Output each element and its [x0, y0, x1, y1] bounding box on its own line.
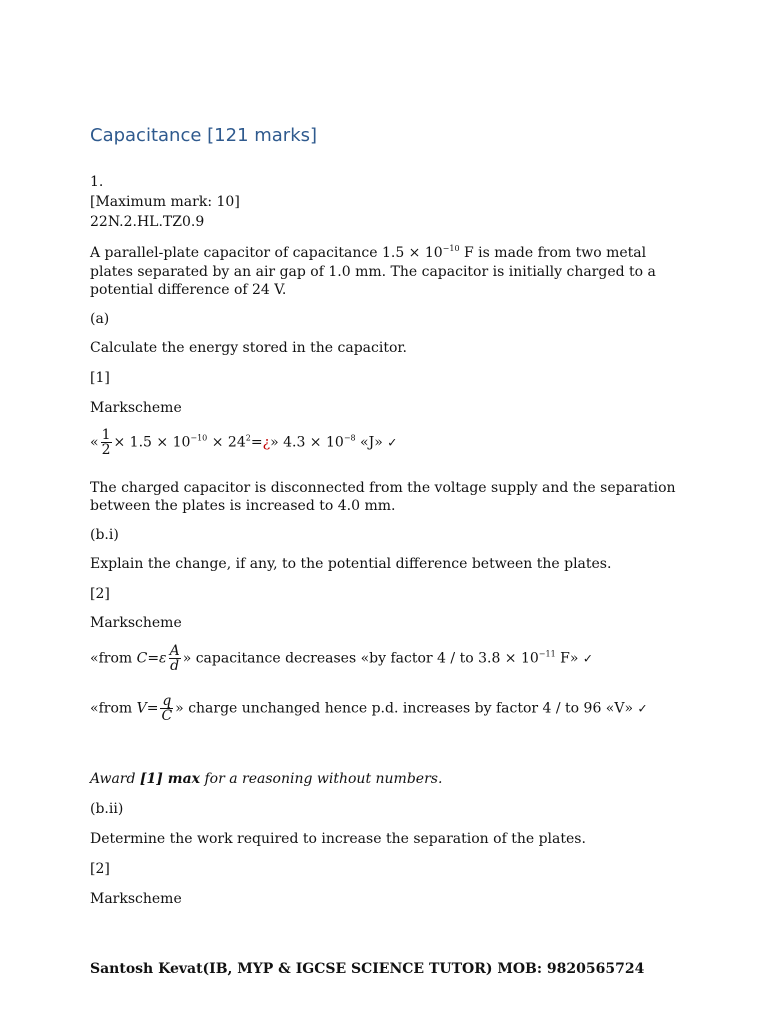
ms2-post: » charge unchanged hence p.d. increases by factor 4 / to 96 «V»	[175, 700, 638, 717]
equals-sign: =	[250, 434, 263, 451]
part-a-prompt: Calculate the energy stored in the capacitor.	[90, 340, 407, 356]
fraction-q-over-c	[160, 694, 173, 723]
ms-text-3: » 4.3 × 10	[270, 434, 344, 451]
symbol-epsilon: ε	[159, 650, 167, 667]
fraction-numerator: 1	[101, 427, 111, 443]
part-a-marks: [1]	[90, 370, 110, 386]
guillemet-open: «	[90, 434, 99, 451]
ms-text-2: × 24	[207, 434, 246, 451]
part-a-label: (a)	[90, 311, 110, 327]
ms-exponent-1: −10	[190, 433, 208, 443]
symbol-c: C	[136, 650, 148, 667]
fraction-numerator: q	[162, 693, 172, 709]
check-icon: ✓	[637, 701, 648, 716]
equals-sign: =	[147, 650, 160, 667]
fraction-denominator: d	[170, 658, 180, 674]
check-icon: ✓	[582, 651, 593, 666]
fraction-a-over-d	[169, 644, 181, 673]
red-glyph: ¿	[262, 434, 271, 451]
award-bold: [1] max	[139, 771, 201, 787]
question-intro-line1	[90, 245, 646, 261]
fraction-denominator: 2	[101, 442, 111, 458]
equals-sign: =	[146, 700, 159, 717]
fraction-half	[101, 428, 112, 457]
intro-text: A parallel-plate capacitor of capacitance 1.5 × 10	[90, 245, 443, 261]
question-intro-line2: plates separated by an air gap of 1.0 mm. The capacitor is initially charged to a potential difference of 24 V.	[90, 264, 656, 298]
award-pre: Award	[90, 771, 140, 787]
check-icon: ✓	[387, 435, 398, 450]
ms1-pre: «from	[90, 650, 137, 667]
part-bi-marks: [2]	[90, 586, 110, 602]
part-bi-markscheme-label: Markscheme	[90, 615, 182, 631]
ms1-post: » capacitance decreases «by factor 4 / to 3.8 × 10	[182, 650, 539, 667]
part-bi-prompt: Explain the change, if any, to the potential difference between the plates.	[90, 556, 612, 572]
award-post: for a reasoning without numbers.	[200, 771, 443, 787]
part-bii-label: (b.ii)	[90, 801, 124, 817]
page-title: Capacitance [121 marks]	[90, 125, 318, 146]
question-code: 22N.2.HL.TZ0.9	[90, 214, 205, 230]
ms2-pre: «from	[90, 700, 137, 717]
max-mark: [Maximum mark: 10]	[90, 194, 240, 210]
part-bii-prompt: Determine the work required to increase the separation of the plates.	[90, 831, 586, 847]
ms1-end: F»	[555, 650, 583, 667]
part-bi-markscheme-line1	[90, 644, 593, 673]
part-bi-markscheme-line2	[90, 694, 648, 723]
part-bii-markscheme-label: Markscheme	[90, 891, 182, 907]
intro-text-end: F is made from two metal	[459, 245, 647, 261]
symbol-v: V	[136, 700, 147, 717]
fraction-numerator: A	[169, 643, 180, 659]
award-note	[90, 771, 442, 787]
ms-text-1: × 1.5 × 10	[113, 434, 191, 451]
intro-exponent: −10	[442, 244, 460, 253]
ms-exponent-3: −8	[343, 433, 356, 443]
part-b-intro: The charged capacitor is disconnected from the voltage supply and the separation between the plates is increased to 4.0 mm.	[90, 480, 676, 514]
ms1-exponent: −11	[538, 649, 556, 659]
part-a-markscheme-label: Markscheme	[90, 400, 182, 416]
part-bi-label: (b.i)	[90, 527, 119, 543]
ms-exponent-2: 2	[245, 433, 251, 443]
page-footer: Santosh Kevat(IB, MYP & IGCSE SCIENCE TUTOR) MOB: 9820565724	[90, 961, 645, 977]
question-number: 1.	[90, 174, 104, 190]
fraction-denominator: C	[161, 708, 173, 724]
part-a-markscheme-answer	[90, 428, 397, 457]
ms-text-4: «J»	[355, 434, 388, 451]
part-bii-marks: [2]	[90, 861, 110, 877]
